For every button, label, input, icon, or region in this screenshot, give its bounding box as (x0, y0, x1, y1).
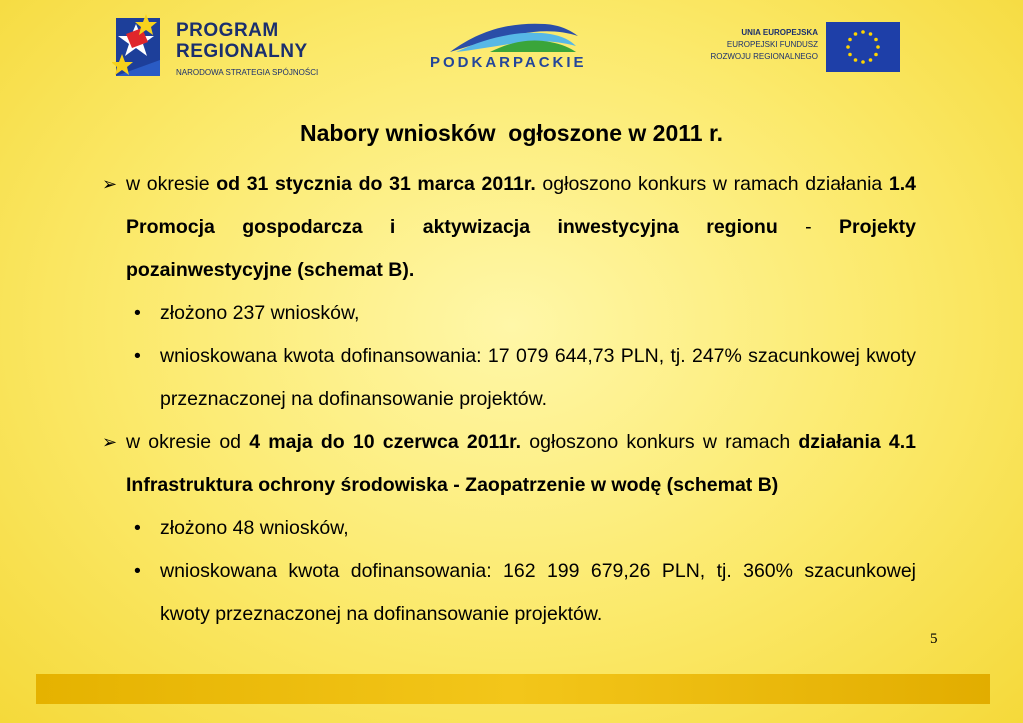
bullet-dot-icon: • (134, 517, 141, 539)
section-2-bullet-2 (98, 550, 916, 636)
section-2-action-1: działania 4.1 Infrastruktura ochrony środowiska - Zaopatrzenie w wodę (schemat B) (126, 431, 917, 496)
section-1-intro: w okresie (126, 173, 217, 195)
program-logo-line2: REGIONALNY (176, 41, 308, 62)
arrow-bullet-icon: ➢ (102, 432, 118, 452)
bullet-dot-icon: • (134, 302, 141, 324)
page-number: 5 (930, 631, 938, 647)
podkarpackie-logo-text: PODKARPACKIE (430, 54, 587, 71)
section-1-bullet-2 (98, 335, 916, 421)
eu-logo-text (710, 27, 818, 63)
bullet-dot-icon: • (134, 345, 141, 367)
section-2-bullet-1 (98, 507, 916, 550)
program-regionalny-emblem-icon (112, 10, 170, 82)
section-2-mid: ogłoszono konkurs w ramach (521, 431, 799, 453)
slide-title: Nabory wniosków ogłoszone w 2011 r. (299, 120, 724, 146)
section-2-bullet-1-text: złożono 48 wniosków, (160, 517, 349, 539)
section-2-period: 4 maja do 10 czerwca 2011r. (249, 431, 522, 453)
section-1-bullet-1-text: złożono 237 wniosków, (160, 302, 360, 324)
section-2 (98, 421, 916, 507)
program-logo-line1: PROGRAM (176, 20, 279, 41)
eu-logo (676, 22, 900, 74)
eu-logo-line2: EUROPEJSKI FUNDUSZ (726, 40, 818, 49)
slide-content (98, 163, 916, 636)
program-logo-line3: NARODOWA STRATEGIA SPÓJNOŚCI (176, 68, 319, 77)
eu-logo-line3: ROZWOJU REGIONALNEGO (710, 52, 818, 61)
bullet-dot-icon: • (134, 560, 141, 582)
section-2-bullet-2-text: wnioskowana kwota dofinansowania: 162 199 679,26 PLN, tj. 360% szacunkowej kwoty przeznaczonej na dofinansowanie projektów. (160, 560, 916, 625)
section-1-period: od 31 stycznia do 31 marca 2011r. (216, 173, 536, 195)
footer-bar (36, 674, 990, 704)
arrow-bullet-icon: ➢ (102, 174, 118, 194)
podkarpackie-mountains-icon (450, 18, 580, 54)
section-1-action-2: Projekty pozainwestycyjne (schemat B). (126, 216, 916, 281)
program-regionalny-logo (112, 10, 382, 86)
podkarpackie-logo (428, 18, 596, 78)
section-1-bullet-2-text: wnioskowana kwota dofinansowania: 17 079 644,73 PLN, tj. 247% szacunkowej kwoty przeznaczonej na dofinansowanie projektów. (160, 345, 916, 410)
eu-flag-icon (826, 22, 900, 72)
section-1-mid: ogłoszono konkurs w ramach działania (535, 173, 889, 195)
section-1-bullet-1 (98, 292, 916, 335)
section-1-separator: - (777, 216, 840, 238)
section-2-intro: w okresie od (126, 431, 250, 453)
section-1-action-1: 1.4 Promocja gospodarcza i aktywizacja inwestycyjna regionu (126, 173, 917, 238)
eu-logo-line1: UNIA EUROPEJSKA (741, 28, 818, 37)
section-1 (98, 163, 916, 292)
